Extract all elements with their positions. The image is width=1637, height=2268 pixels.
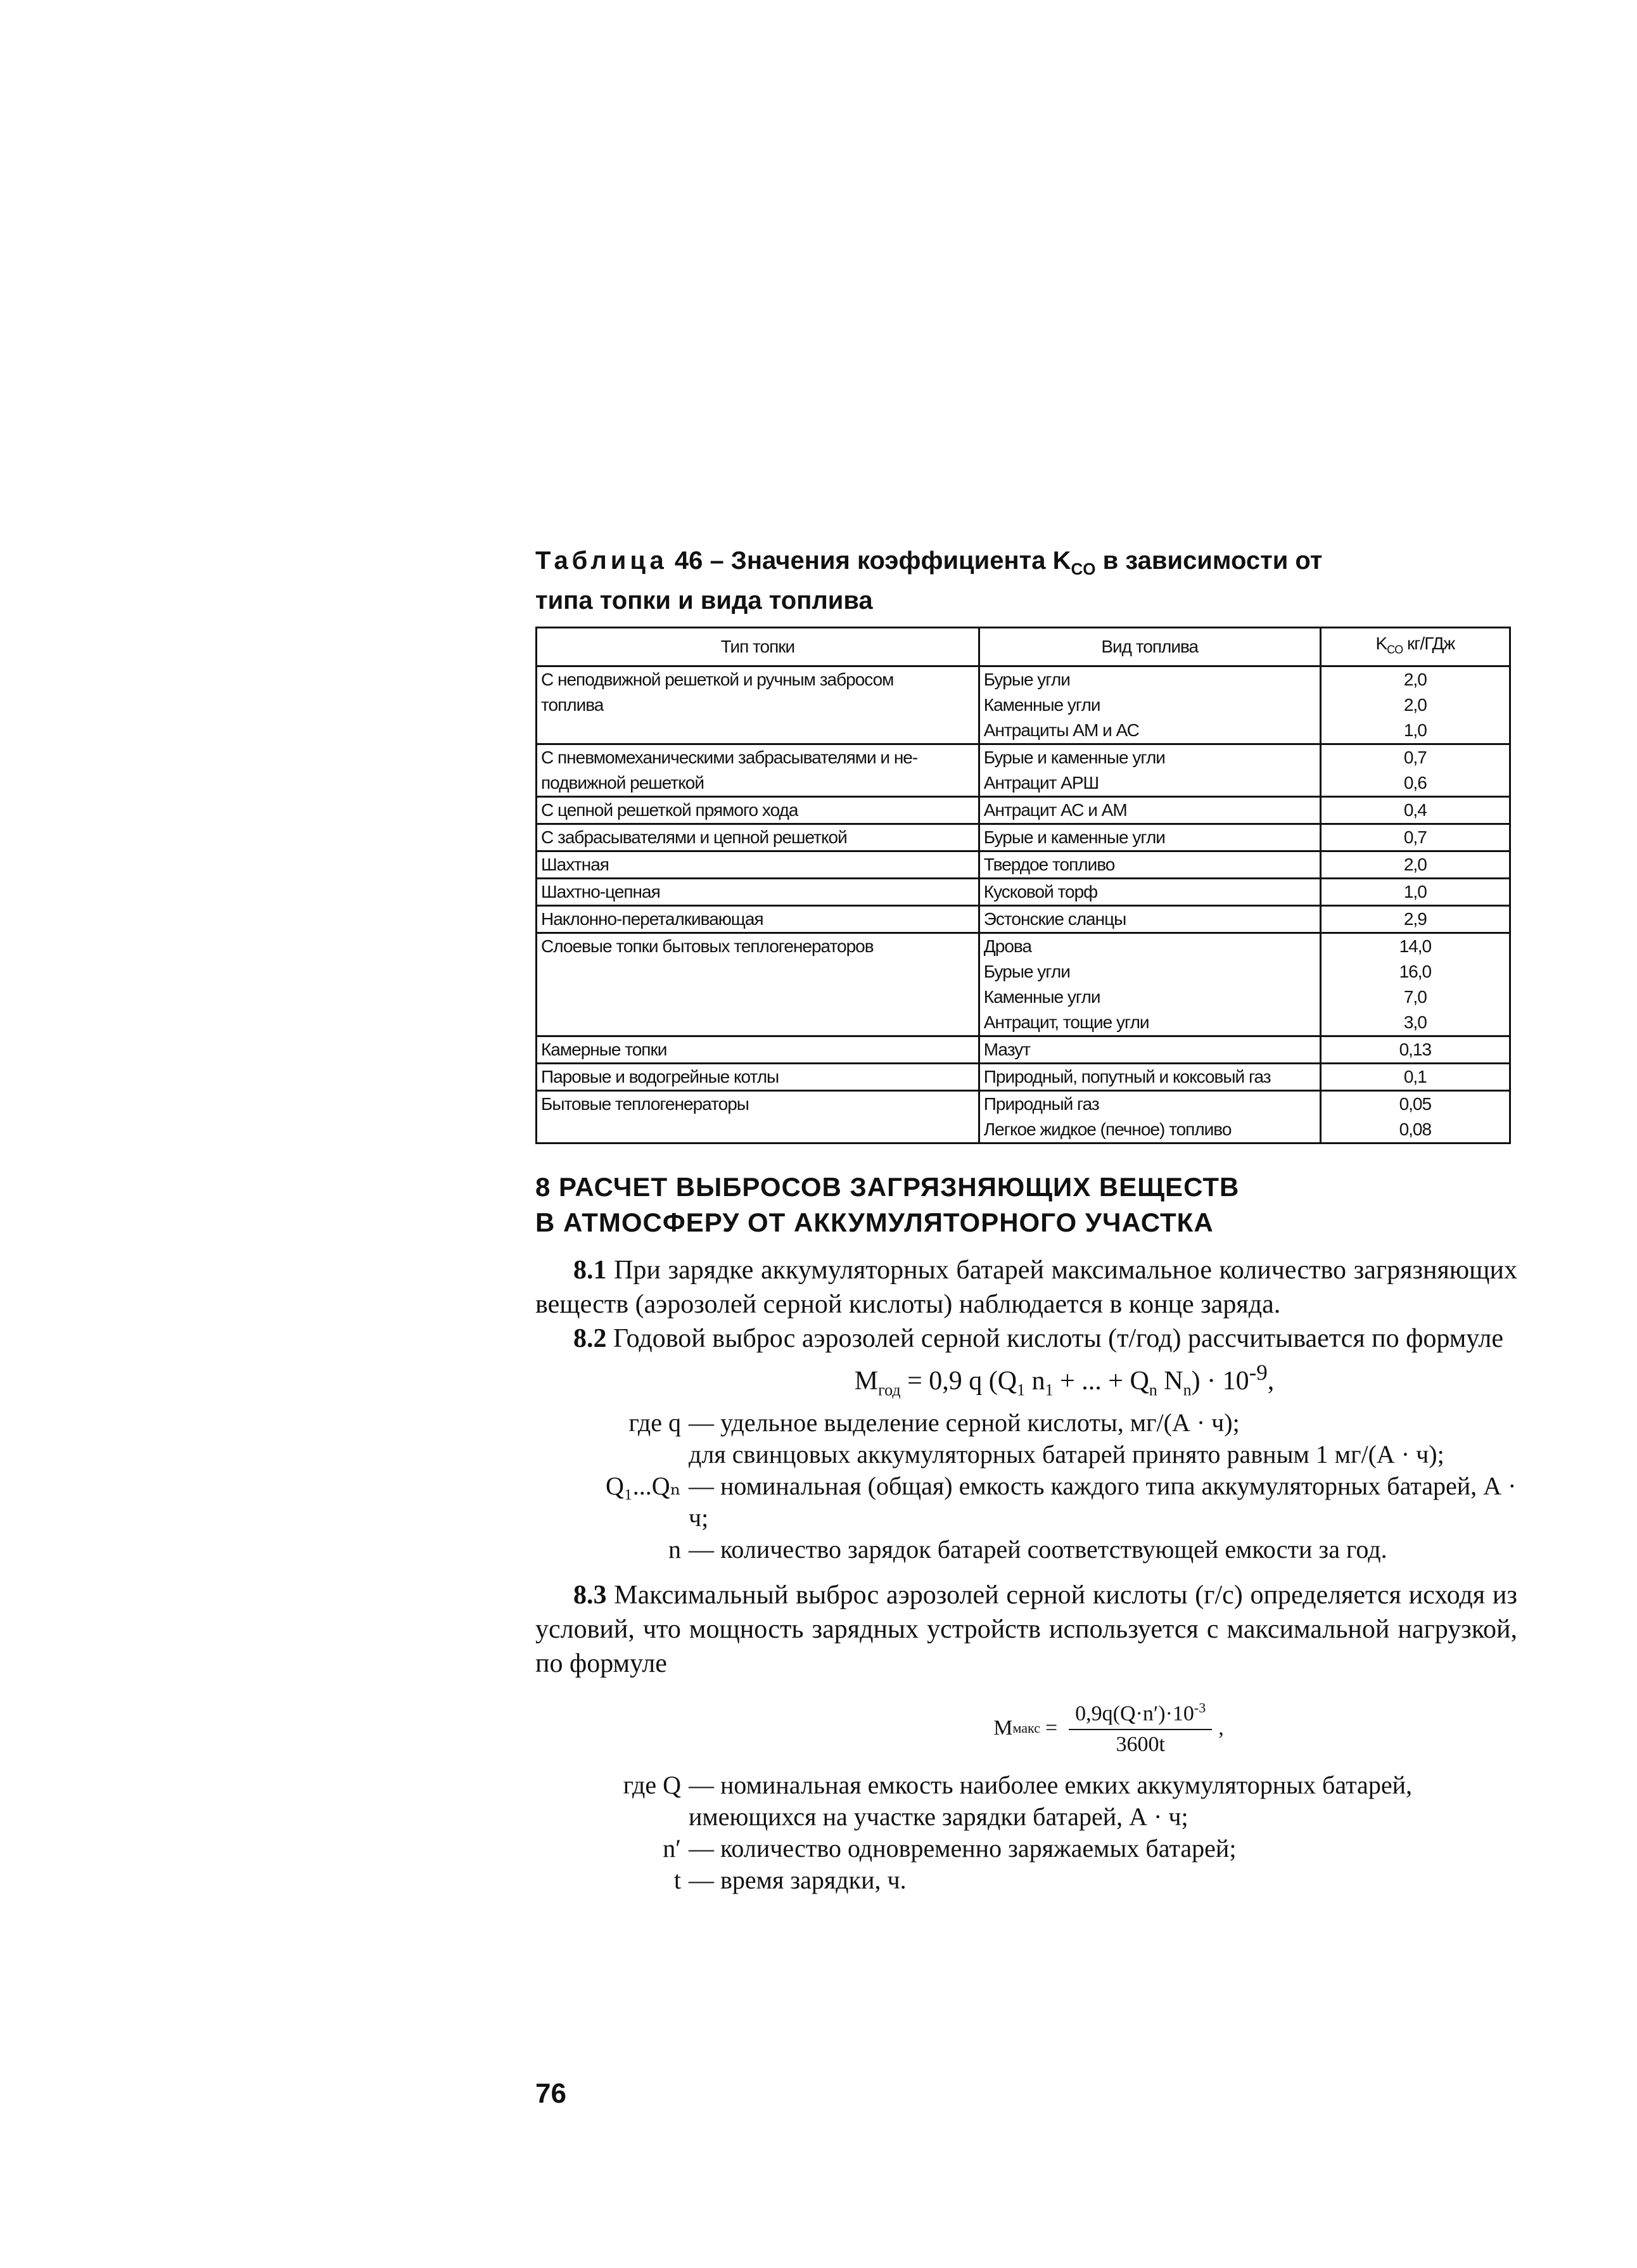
cell-kco: 0,7 0,6 <box>1320 744 1510 797</box>
fraction-numerator: $0,9q(Q\cdot n')\cdot 10^{-3}$ <box>1069 1700 1212 1730</box>
cell-fuel-type: Твердое топливо <box>979 851 1320 879</box>
caption-tail: в зависимости от <box>1102 547 1323 575</box>
definition-text: — количество одновременно заряжаемых батарей; <box>689 1833 1237 1863</box>
cell-furnace-type: Бытовые теплогенераторы <box>537 1091 979 1144</box>
header-fuel-type: Вид топлива <box>979 628 1320 666</box>
cell-fuel-type: Бурые угли Каменные угли Антрациты АМ и АС <box>979 666 1320 744</box>
cell-furnace-type: Паровые и водогрейные котлы <box>537 1064 979 1091</box>
section-title-line1: 8 РАСЧЕТ ВЫБРОСОВ ЗАГРЯЗНЯЮЩИХ ВЕЩЕСТВ <box>535 1172 1240 1202</box>
section-heading <box>535 1169 1517 1240</box>
definition-item <box>535 1407 1517 1439</box>
cell-kco: 0,13 <box>1320 1036 1510 1064</box>
table-row <box>537 1091 1510 1144</box>
table-row <box>537 824 1510 851</box>
definition-symbol: Q₁...Qₙ <box>605 1472 681 1501</box>
cell-furnace-type: С забрасывателями и цепной решеткой <box>537 824 979 851</box>
page-content <box>535 545 1517 1896</box>
formula-max: M макс = $\frac{0,9q(Q\cdot n')\cdot 10^{-3}}{3600t}$ , <box>993 1700 1224 1756</box>
definition-item <box>535 1470 1517 1534</box>
caption-word: Таблица <box>535 547 668 575</box>
definition-item <box>535 1833 1517 1864</box>
paragraph-8-1: 8.1 При зарядке аккумуляторных батарей максимальное количество загрязняющих веществ (аэрозолей серной кислоты) наблюдается в конце заряда. <box>535 1256 1517 1319</box>
table-row <box>537 1036 1510 1064</box>
cell-furnace-type: Шахтная <box>537 851 979 879</box>
cell-furnace-type: Слоевые топки бытовых теплогенераторов <box>537 933 979 1036</box>
cell-kco: 0,4 <box>1320 797 1510 824</box>
table-row <box>537 879 1510 906</box>
cell-furnace-type: Наклонно-переталкивающая <box>537 906 979 933</box>
header-kco: $K_{CO}$ кг/ГДж <box>1320 628 1510 666</box>
cell-kco: 14,0 16,0 7,0 3,0 <box>1320 933 1510 1036</box>
definition-item <box>535 1439 1517 1470</box>
cell-kco: 2,0 2,0 1,0 <box>1320 666 1510 744</box>
formula-fraction <box>1069 1700 1212 1756</box>
cell-fuel-type: Бурые и каменные угли <box>979 824 1320 851</box>
definition-item <box>535 1534 1517 1565</box>
cell-furnace-type: Камерные топки <box>537 1036 979 1064</box>
formula-max-definitions <box>535 1769 1517 1896</box>
definition-text: — время зарядки, ч. <box>689 1865 907 1894</box>
cell-kco: 0,7 <box>1320 824 1510 851</box>
table-row <box>537 797 1510 824</box>
definition-text: — номинальная (общая) емкость каждого типа аккумуляторных батарей, А · ч; <box>689 1472 1517 1532</box>
definition-text: — количество зарядок батарей соответствующей емкости за год. <box>689 1535 1387 1564</box>
definition-symbol: n′ <box>663 1833 681 1863</box>
cell-kco: 2,9 <box>1320 906 1510 933</box>
definition-item <box>535 1769 1517 1833</box>
cell-kco: 0,05 0,08 <box>1320 1091 1510 1144</box>
formula-annual-definitions <box>535 1407 1517 1565</box>
table-row <box>537 851 1510 879</box>
formula-annual: $M_{год} = 0,9$ q ($Q_1$ $n_1$ + ... + $Q_n$ $N_n) \cdot 10^{-9}$, <box>854 1360 1275 1399</box>
definition-text: — удельное выделение серной кислоты, мг/(А · ч); <box>689 1408 1240 1437</box>
definition-text: для свинцовых аккумуляторных батарей принято равным 1 мг/(А · ч); <box>689 1440 1444 1469</box>
paragraph-8-2: 8.2 Годовой выброс аэрозолей серной кислоты (т/год) рассчитывается по формуле <box>573 1324 1504 1353</box>
cell-kco: 0,1 <box>1320 1064 1510 1091</box>
section-title-line2: В АТМОСФЕРУ ОТ АККУМУЛЯТОРНОГО УЧАСТКА <box>535 1207 1214 1237</box>
table-row <box>537 933 1510 1036</box>
cell-fuel-type: Эстонские сланцы <box>979 906 1320 933</box>
definition-symbol <box>535 1439 689 1470</box>
definition-item <box>535 1864 1517 1896</box>
cell-furnace-type: Шахтно-цепная <box>537 879 979 906</box>
header-furnace-type: Тип топки <box>537 628 979 666</box>
table-header-row <box>537 628 1510 666</box>
cell-furnace-type: С цепной решеткой прямого хода <box>537 797 979 824</box>
cell-fuel-type: Кусковой торф <box>979 879 1320 906</box>
kco-table <box>535 627 1511 1144</box>
caption-text: 46 – Значения коэффициента K <box>674 547 1071 575</box>
definition-symbol: где q <box>628 1408 681 1437</box>
cell-kco: 2,0 <box>1320 851 1510 879</box>
paragraph-8-3: 8.3 Максимальный выброс аэрозолей серной кислоты (г/с) определяется исходя из условий, что мощность зарядных устройств используется с максимальной нагрузкой, по формуле <box>535 1581 1517 1679</box>
cell-furnace-type: С пневмомеханическими забрасывателями и не- подвижной решеткой <box>537 744 979 797</box>
caption-line2: типа топки и вида топлива <box>535 587 873 615</box>
cell-fuel-type: Антрацит АС и АМ <box>979 797 1320 824</box>
cell-fuel-type: Мазут <box>979 1036 1320 1064</box>
page-number: 76 <box>535 2078 566 2109</box>
definition-symbol: где Q <box>623 1770 681 1799</box>
cell-kco: 1,0 <box>1320 879 1510 906</box>
table-row <box>537 906 1510 933</box>
cell-fuel-type: Природный газ Легкое жидкое (печное) топливо <box>979 1091 1320 1144</box>
cell-furnace-type: С неподвижной решеткой и ручным забросом топлива <box>537 666 979 744</box>
cell-fuel-type: Бурые и каменные угли Антрацит АРШ <box>979 744 1320 797</box>
definition-symbol: t <box>673 1865 681 1894</box>
definition-text: — номинальная емкость наиболее емких аккумуляторных батарей, имеющихся на участке зарядки батарей, А · ч; <box>689 1770 1412 1831</box>
caption-subscript: CO <box>1071 559 1096 578</box>
cell-fuel-type: Природный, попутный и коксовый газ <box>979 1064 1320 1091</box>
table-row <box>537 666 1510 744</box>
table-caption <box>535 545 1517 616</box>
table-row <box>537 744 1510 797</box>
table-row <box>537 1064 1510 1091</box>
fraction-denominator: 3600t <box>1116 1732 1165 1756</box>
definition-symbol: n <box>668 1535 681 1564</box>
cell-fuel-type: Дрова Бурые угли Каменные угли Антрацит, тощие угли <box>979 933 1320 1036</box>
